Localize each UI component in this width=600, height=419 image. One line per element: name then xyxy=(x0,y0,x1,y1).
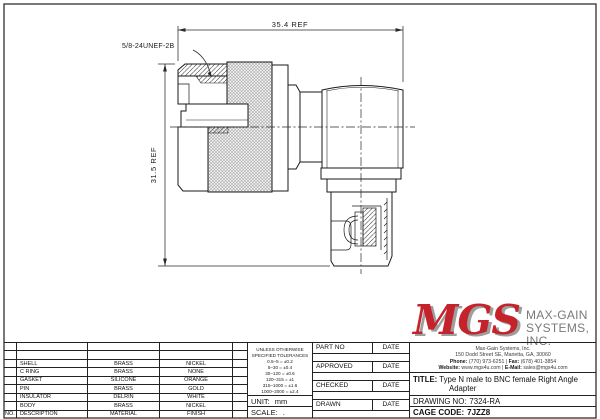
mgs-logo xyxy=(413,296,595,348)
table-row xyxy=(4,351,247,359)
table-row xyxy=(4,368,247,376)
cell-extra xyxy=(233,385,247,392)
cell-material: BRASS xyxy=(88,402,160,409)
cage-code-row xyxy=(410,407,596,418)
date-label: DATE xyxy=(373,381,409,392)
date-label: DATE xyxy=(373,400,409,411)
tolerance-line: 315–1000 = ±1.6 xyxy=(262,382,298,388)
tolerance-block xyxy=(248,343,312,396)
part-no-label: PART NO xyxy=(313,343,373,354)
title-row xyxy=(410,373,596,397)
header-description: DESCRIPTION xyxy=(17,411,88,418)
unit-label: UNIT: xyxy=(251,396,270,406)
approval-block xyxy=(313,343,410,418)
cell-description xyxy=(17,343,88,350)
drawn-label: DRAWN xyxy=(313,400,373,411)
tolerance-line: 5–30 = ±0.4 xyxy=(267,364,293,370)
table-row xyxy=(4,402,247,410)
table-row xyxy=(4,360,247,368)
tolerance-line: 0.5–5 = ±0.2 xyxy=(267,358,293,364)
cell-no xyxy=(4,394,17,401)
cell-no xyxy=(4,377,17,384)
header-finish: FINISH xyxy=(160,411,233,418)
cell-description: PIN xyxy=(17,385,88,392)
cell-material: BRASS xyxy=(88,385,160,392)
cell-no xyxy=(4,385,17,392)
header-extra xyxy=(233,411,247,418)
address-line4: Website: www.mgs4u.com | E-Mail: sales@mgs4u.com xyxy=(438,365,568,372)
cell-finish: NICKEL xyxy=(160,360,233,367)
cell-description: SHELL xyxy=(17,360,88,367)
drawing-no-row xyxy=(410,396,596,407)
approval-row xyxy=(313,381,409,400)
cell-finish: ORANGE xyxy=(160,377,233,384)
table-row xyxy=(4,343,247,351)
dim-35-4-label: 35.4 REF xyxy=(271,20,309,29)
cell-finish xyxy=(160,343,233,350)
cell-extra xyxy=(233,402,247,409)
cell-extra xyxy=(233,368,247,375)
cell-material: SILICONE xyxy=(88,377,160,384)
cage-code-value: 7JZZ8 xyxy=(467,408,491,418)
table-row xyxy=(4,385,247,393)
drawing-no-value: 7324-RA xyxy=(469,396,501,406)
cell-finish xyxy=(160,351,233,358)
title-line2: Adapter xyxy=(449,384,477,394)
cell-description: INSULATOR xyxy=(17,394,88,401)
table-row xyxy=(4,377,247,385)
cell-material: BRASS xyxy=(88,368,160,375)
date-label: DATE xyxy=(373,362,409,373)
cell-material: BRASS xyxy=(88,360,160,367)
approval-row xyxy=(313,343,409,362)
tolerance-heading1: UNLESS OTHERWISE xyxy=(256,347,304,352)
cell-no xyxy=(4,343,17,350)
cell-finish: WHITE xyxy=(160,394,233,401)
header-no: NO. xyxy=(4,411,17,418)
approval-row xyxy=(313,400,409,418)
tolerance-line: 30–120 = ±0.6 xyxy=(265,370,295,376)
tolerance-line: 1000–2000 = ±2.4 xyxy=(261,388,299,394)
company-name-line2: SYSTEMS, INC. xyxy=(526,321,590,348)
cell-extra xyxy=(233,394,247,401)
cell-no xyxy=(4,351,17,358)
unit-value: mm xyxy=(274,396,288,406)
cell-extra xyxy=(233,343,247,350)
title-section xyxy=(410,343,596,418)
unit-row xyxy=(248,396,312,407)
header-material: MATERIAL xyxy=(88,411,160,418)
table-row xyxy=(4,394,247,402)
scale-value: . xyxy=(282,408,285,418)
address-line3: Phone: (770) 973-6251 | Fax: (678) 401-3854 xyxy=(449,358,557,365)
cell-extra xyxy=(233,377,247,384)
cell-finish: NICKEL xyxy=(160,402,233,409)
cell-material xyxy=(88,343,160,350)
address-line2: 150 Dodd Street SE, Marietta, GA, 30060 xyxy=(455,352,551,359)
cell-finish: NONE xyxy=(160,368,233,375)
title-line1: TITLE: Type N male to BNC female Right Angle xyxy=(413,374,578,384)
materials-table xyxy=(4,343,248,418)
cell-description: C RING xyxy=(17,368,88,375)
date-label: DATE xyxy=(373,343,409,354)
cell-description xyxy=(17,351,88,358)
cell-finish: GOLD xyxy=(160,385,233,392)
cell-no xyxy=(4,368,17,375)
company-address xyxy=(410,343,596,373)
thread-callout-label: 5/8-24UNEF-2B xyxy=(122,43,175,50)
cell-extra xyxy=(233,360,247,367)
approved-label: APPROVED xyxy=(313,362,373,373)
company-name-line1: MAX-GAIN xyxy=(526,308,588,322)
tolerance-column xyxy=(248,343,313,418)
title-block xyxy=(4,342,596,418)
tolerance-heading2: SPECIFIED TOLERANCES xyxy=(251,352,309,358)
cage-code-label: CAGE CODE: xyxy=(413,408,465,418)
cell-description: GASKET xyxy=(17,377,88,384)
address-line1: Max-Gain Systems, Inc. xyxy=(475,346,531,352)
cell-description: BODY xyxy=(17,402,88,409)
drawing-no-label: DRAWING NO: xyxy=(413,396,467,406)
mgs-logo-text: MGS xyxy=(413,296,521,344)
scale-label: SCALE: xyxy=(251,408,278,418)
cell-no xyxy=(4,402,17,409)
table-header-row xyxy=(4,411,247,418)
cell-material: DELRIN xyxy=(88,394,160,401)
cell-material xyxy=(88,351,160,358)
cell-no xyxy=(4,360,17,367)
approval-row xyxy=(313,362,409,381)
tolerance-line: 120–315 = ±1 xyxy=(265,376,295,382)
company-name xyxy=(526,301,595,348)
checked-label: CHECKED xyxy=(313,381,373,392)
cell-extra xyxy=(233,351,247,358)
scale-row xyxy=(248,407,312,418)
dim-31-5-label: 31.5 REF xyxy=(149,146,158,184)
